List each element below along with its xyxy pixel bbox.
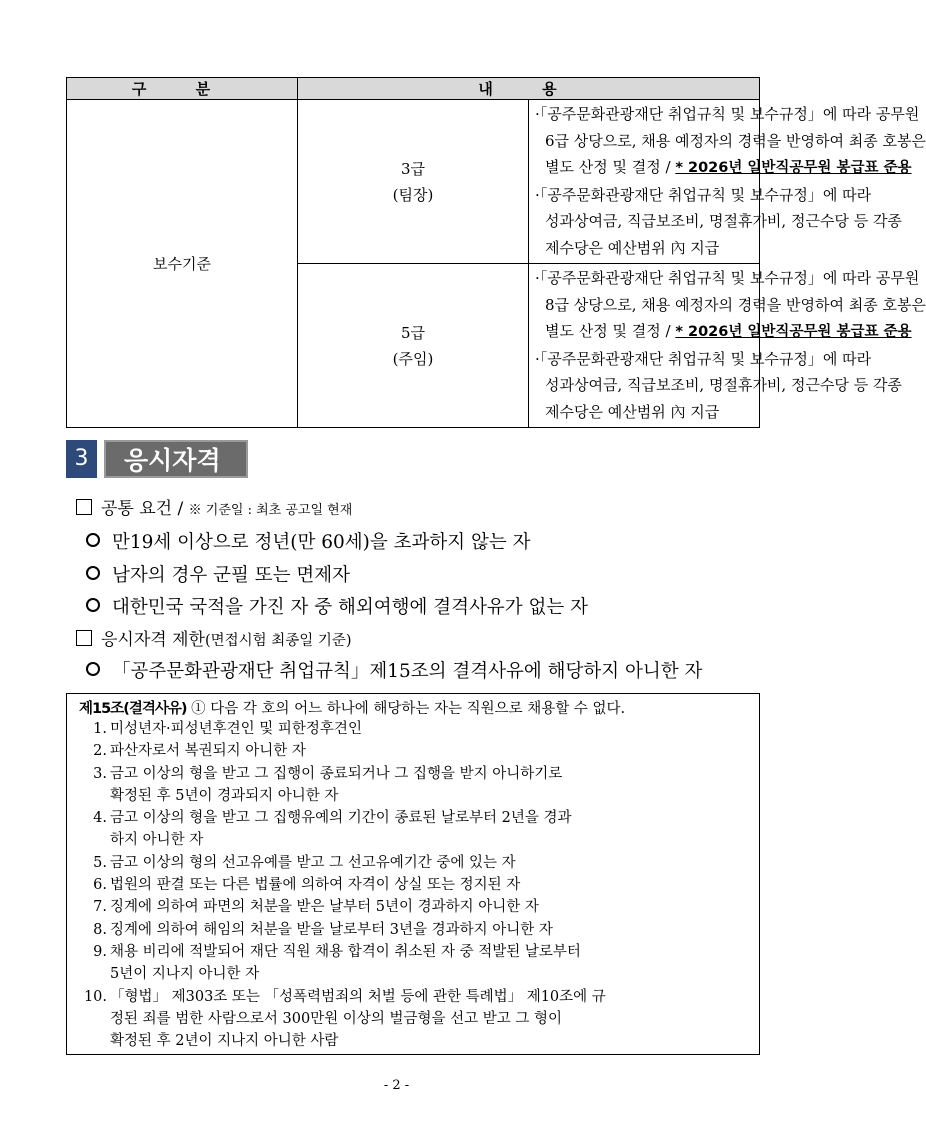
item-number: 2.	[93, 743, 107, 760]
item-text: 파산자로서 복권되지 아니한 자	[110, 743, 306, 760]
item-text: 금고 이상의 형을 받고 그 집행이 종료되거나 그 집행을 받지 아니하기로	[110, 765, 563, 782]
grade-role: (주임)	[392, 349, 434, 368]
checkbox-square-icon	[76, 630, 92, 646]
item-number: 5.	[93, 854, 107, 871]
list-item	[86, 657, 702, 683]
item-number: 8.	[93, 921, 107, 938]
content-line: ·「공주문화관광재단 취업규칙 및 보수규정」에 따라	[535, 349, 872, 368]
content-line: 6급 상당으로, 채용 예정자의 경력을 반영하여 최종 호봉은	[545, 131, 926, 150]
restriction-title: 응시자격 제한	[101, 630, 205, 650]
header-category: 구 분	[67, 78, 298, 100]
item-number: 7.	[93, 899, 107, 916]
circle-bullet-icon	[86, 598, 100, 612]
item-text: 채용 비리에 적발되어 재단 직원 채용 합격이 취소된 자 중 적발된 날로부터	[110, 943, 581, 960]
list-item	[87, 896, 747, 918]
content-line: 성과상여금, 직급보조비, 명절휴가비, 정근수당 등 각종	[545, 376, 902, 394]
content-line: 제수당은 예산범위 內 지급	[545, 402, 720, 421]
article-heading	[79, 697, 625, 718]
list-item	[87, 740, 747, 762]
item-number: 1.	[93, 721, 107, 737]
list-item	[87, 919, 747, 941]
category-cell: 보수기준	[67, 100, 298, 428]
list-item	[87, 852, 747, 874]
list-item-text: 대한민국 국적을 가진 자 중 해외여행에 결격사유가 없는 자	[112, 597, 588, 618]
circle-bullet-icon	[86, 566, 100, 580]
content-line: 성과상여금, 직급보조비, 명절휴가비, 정근수당 등 각종	[545, 212, 902, 230]
common-title: 공통 요건 /	[101, 499, 184, 519]
list-item-text: 「공주문화관광재단 취업규칙」제15조의 결격사유에 해당하지 아니한 자	[112, 661, 703, 682]
list-item-text: 만19세 이상으로 정년(만 60세)을 초과하지 않는 자	[112, 532, 531, 553]
item-text: 미성년자·피성년후견인 및 피한정후견인	[110, 721, 362, 737]
content-line: 8급 상당으로, 채용 예정자의 경력을 반영하여 최종 호봉은	[545, 295, 926, 314]
content-line	[535, 154, 912, 182]
item-number: 9.	[93, 943, 107, 960]
grade-role: (팀장)	[392, 185, 434, 204]
grade-cell	[298, 100, 529, 264]
item-number: 3.	[93, 765, 107, 782]
restriction-note: (면접시험 최종일 기준)	[204, 633, 352, 649]
item-text: 확정된 후 2년이 지나지 아니한 사람	[110, 1033, 339, 1050]
common-requirements-heading	[76, 494, 352, 519]
item-text: 「형법」 제303조 또는 「성폭력범죄의 처벌 등에 관한 특례법」 제10조에 규	[110, 988, 606, 1005]
item-number: 6.	[93, 877, 107, 894]
article-intro: ① 다음 각 호의 어느 하나에 해당하는 자는 직원으로 채용할 수 없다.	[191, 701, 626, 717]
item-text: 징계에 의하여 해임의 처분을 받을 날로부터 3년을 경과하지 아니한 자	[110, 921, 553, 938]
article-title: 제15조(결격사유)	[79, 701, 187, 717]
list-item-text: 남자의 경우 군필 또는 면제자	[112, 565, 350, 586]
content-cell	[529, 100, 926, 264]
list-item	[87, 874, 747, 896]
list-item	[87, 807, 747, 852]
content-line: ·「공주문화관광재단 취업규칙 및 보수규정」에 따라	[535, 185, 872, 204]
list-item	[87, 941, 747, 986]
circle-bullet-icon	[86, 662, 100, 676]
item-text: 하지 아니한 자	[110, 832, 204, 849]
item-text: 확정된 후 5년이 경과되지 아니한 자	[110, 787, 339, 804]
content-line: 제수당은 예산범위 內 지급	[545, 238, 720, 257]
common-note: ※ 기준일 : 최초 공고일 현재	[188, 503, 353, 518]
grade-cell	[298, 264, 529, 428]
list-item	[87, 718, 747, 740]
checkbox-square-icon	[76, 499, 92, 515]
content-cell	[529, 264, 926, 428]
item-number: 4.	[93, 810, 107, 827]
content-text: 별도 산정 및 결정 /	[545, 158, 671, 176]
restriction-heading	[76, 625, 352, 650]
list-item	[86, 561, 350, 587]
content-line: ·「공주문화관광재단 취업규칙 및 보수규정」에 따라 공무원	[535, 105, 920, 123]
section-title: 응시자격	[104, 440, 248, 478]
header-content: 내 용	[298, 78, 760, 100]
content-line	[535, 318, 912, 346]
list-item	[86, 528, 530, 554]
article-item-list	[83, 718, 747, 1052]
item-text: 법원의 판결 또는 다른 법률에 의하여 자격이 상실 또는 정지된 자	[110, 877, 521, 894]
grade-label: 5급	[400, 323, 426, 342]
item-text: 징계에 의하여 파면의 처분을 받은 날부터 5년이 경과하지 아니한 자	[110, 899, 539, 916]
list-item	[87, 763, 747, 808]
page-number: - 2 -	[383, 1078, 410, 1093]
salary-table	[66, 77, 926, 428]
item-text: 5년이 지나지 아니한 자	[110, 966, 260, 983]
list-item	[86, 593, 588, 619]
item-text: 금고 이상의 형의 선고유예를 받고 그 선고유예기간 중에 있는 자	[110, 854, 516, 871]
grade-label: 3급	[400, 159, 426, 178]
salary-table-note: * 2026년 일반직공무원 봉급표 준용	[675, 160, 912, 176]
article-box	[66, 693, 760, 1055]
content-text: 별도 산정 및 결정 /	[545, 322, 671, 340]
section-number: 3	[66, 440, 97, 478]
item-text: 금고 이상의 형을 받고 그 집행유예의 기간이 종료된 날로부터 2년을 경과	[110, 810, 572, 827]
item-number: 10.	[83, 988, 107, 1005]
table-header-row	[67, 78, 760, 100]
list-item	[83, 986, 747, 1053]
salary-table-note: * 2026년 일반직공무원 봉급표 준용	[675, 324, 912, 340]
circle-bullet-icon	[86, 533, 100, 547]
table-row	[67, 100, 760, 264]
item-text: 정된 죄를 범한 사람으로서 300만원 이상의 벌금형을 선고 받고 그 형이	[110, 1010, 562, 1027]
content-line: ·「공주문화관광재단 취업규칙 및 보수규정」에 따라 공무원	[535, 269, 920, 287]
